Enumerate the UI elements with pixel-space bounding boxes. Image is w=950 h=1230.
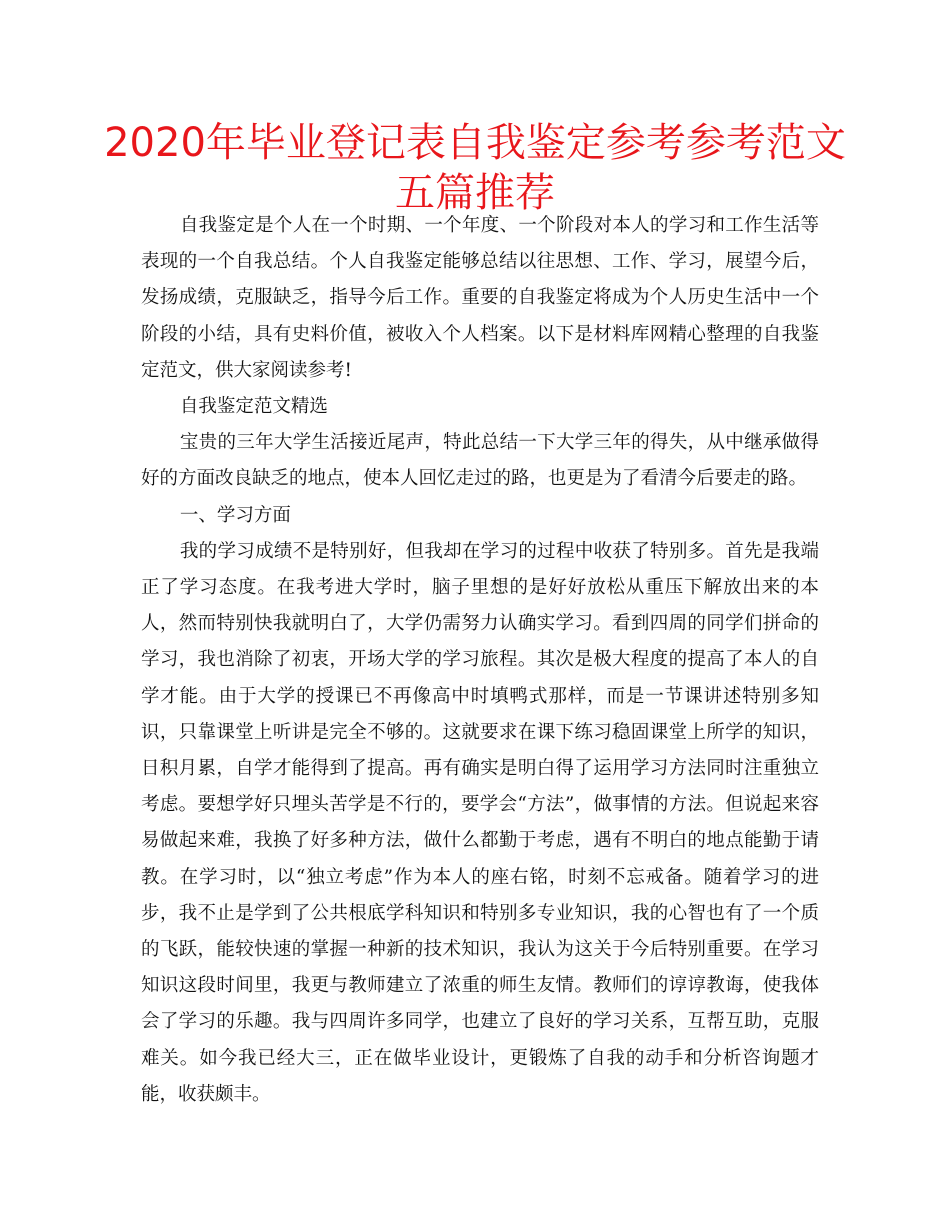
paragraph-intro: 自我鉴定是个人在一个时期、一个年度、一个阶段对本人的学习和工作生活等表现的一个自我总结。个人自我鉴定能够总结以往思想、工作、学习，展望今后，发扬成绩，克服缺乏，指导今后工作。重要的自我鉴定将成为个人历史生活中一个阶段的小结，具有史料价值，被收入个人档案。以下是材料库网精心整理的自我鉴定范文，供大家阅读参考! — [141, 215, 819, 381]
document-body — [141, 208, 819, 1113]
paragraph-study: 我的学习成绩不是特别好，但我却在学习的过程中收获了特别多。首先是我端正了学习态度。在我考进大学时，脑子里想的是好好放松从重压下解放出来的本人，然而特别快我就明白了，大学仍需努力认确实学习。看到四周的同学们拼命的学习，我也消除了初衷，开场大学的学习旅程。其次是极大程度的提高了本人的自学才能。由于大学的授课已不再像高中时填鸭式那样，而是一节课讲述特别多知识，只靠课堂上听讲是完全不够的。这就要求在课下练习稳固课堂上所学的知识，日积月累，自学才能得到了提高。再有确实是明白得了运用学习方法同时注重独立考虑。要想学好只埋头苦学是不行的，要学会“方法”，做事情的方法。但说起来容易做起来难，我换了好多种方法，做什么都勤于考虑，遇有不明白的地点能勤于请教。在学习时，以“独立考虑”作为本人的座右铭，时刻不忘戒备。随着学习的进步，我不止是学到了公共根底学科知识和特别多专业知识，我的心智也有了一个质的飞跃，能较快速的掌握一种新的技术知识，我认为这关于今后特别重要。在学习知识这段时间里，我更与教师建立了浓重的师生友情。教师们的谆谆教诲，使我体会了学习的乐趣。我与四周许多同学，也建立了良好的学习关系，互帮互助，克服难关。如今我已经大三，正在做毕业设计，更锻炼了自我的动手和分析咨询题才能，收获颇丰。 — [141, 540, 819, 1105]
section-heading-study: 一、学习方面 — [179, 504, 291, 526]
section-heading-selected-samples: 自我鉴定范文精选 — [179, 396, 328, 418]
document-title: 2020年毕业登记表自我鉴定参考参考范文五篇推荐 — [104, 120, 846, 216]
paragraph-opening: 宝贵的三年大学生活接近尾声，特此总结一下大学三年的得失，从中继承做得好的方面改良缺乏的地点，使本人回忆走过的路，也更是为了看清今后要走的路。 — [141, 432, 819, 490]
